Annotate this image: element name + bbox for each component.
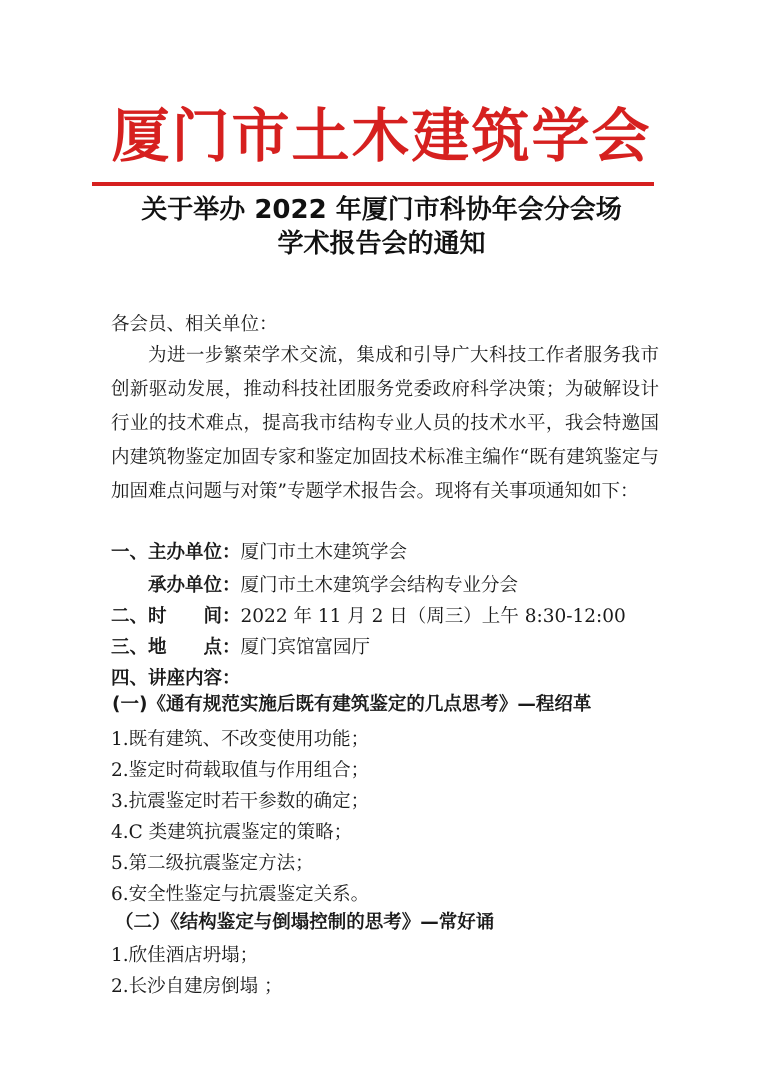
notice-title-line1: 关于举办 2022 年厦门市科协年会分会场 — [141, 195, 622, 225]
organizer-row — [148, 573, 518, 599]
host-row — [111, 540, 407, 566]
section2-point-2: 2.长沙自建房倒塌 ； — [111, 976, 283, 997]
letterhead-title: 厦门市土木建筑学会 — [111, 102, 652, 170]
section1-point-2: 2.鉴定时荷载取值与作用组合； — [111, 760, 370, 781]
section1-heading: (一)《通有规范实施后既有建筑鉴定的几点思考》—程绍革 — [112, 694, 592, 715]
time-label: 二、时 间： — [111, 606, 241, 627]
section1-point-6: 6.安全性鉴定与抗震鉴定关系。 — [111, 884, 370, 905]
intro-paragraph: 为进一步繁荣学术交流，集成和引导广大科技工作者服务我市创新驱动发展，推动科技社团服务党委政府科学决策；为破解设计行业的技术难点，提高我市结构专业人员的技术水平，我会特邀国内建筑物鉴定加固专家和鉴定加固技术标准主编作“既有建筑鉴定与加固难点问题与对策”专题学术报告会。现将有关事项通知如下： — [111, 345, 659, 502]
section1-point-1: 1.既有建筑、不改变使用功能； — [111, 729, 370, 750]
notice-title-line2: 学术报告会的通知 — [277, 229, 486, 259]
place-row — [111, 635, 370, 661]
section1-point-4: 4.C 类建筑抗震鉴定的策略； — [111, 822, 353, 843]
time-value: 2022 年 11 月 2 日（周三）上午 8:30-12:00 — [240, 606, 626, 627]
salutation: 各会员、相关单位： — [111, 314, 278, 335]
time-row — [111, 604, 626, 630]
host-label: 一、主办单位： — [111, 542, 241, 563]
section1-point-5: 5.第二级抗震鉴定方法； — [111, 853, 314, 874]
host-value: 厦门市土木建筑学会 — [240, 542, 408, 563]
section2-point-1: 1.欣佳酒店坍塌； — [111, 945, 259, 966]
letterhead-rule — [92, 182, 654, 186]
section2-heading: （二）《结构鉴定与倒塌控制的思考》—常好诵 — [115, 912, 495, 933]
content-row — [111, 666, 241, 692]
content-label: 四、讲座内容： — [111, 668, 241, 689]
organizer-value: 厦门市土木建筑学会结构专业分会 — [240, 575, 519, 596]
place-label: 三、地 点： — [111, 637, 241, 658]
place-value: 厦门宾馆富园厅 — [240, 637, 371, 658]
organizer-label: 承办单位： — [148, 575, 241, 596]
section1-point-3: 3.抗震鉴定时若干参数的确定； — [111, 791, 370, 812]
